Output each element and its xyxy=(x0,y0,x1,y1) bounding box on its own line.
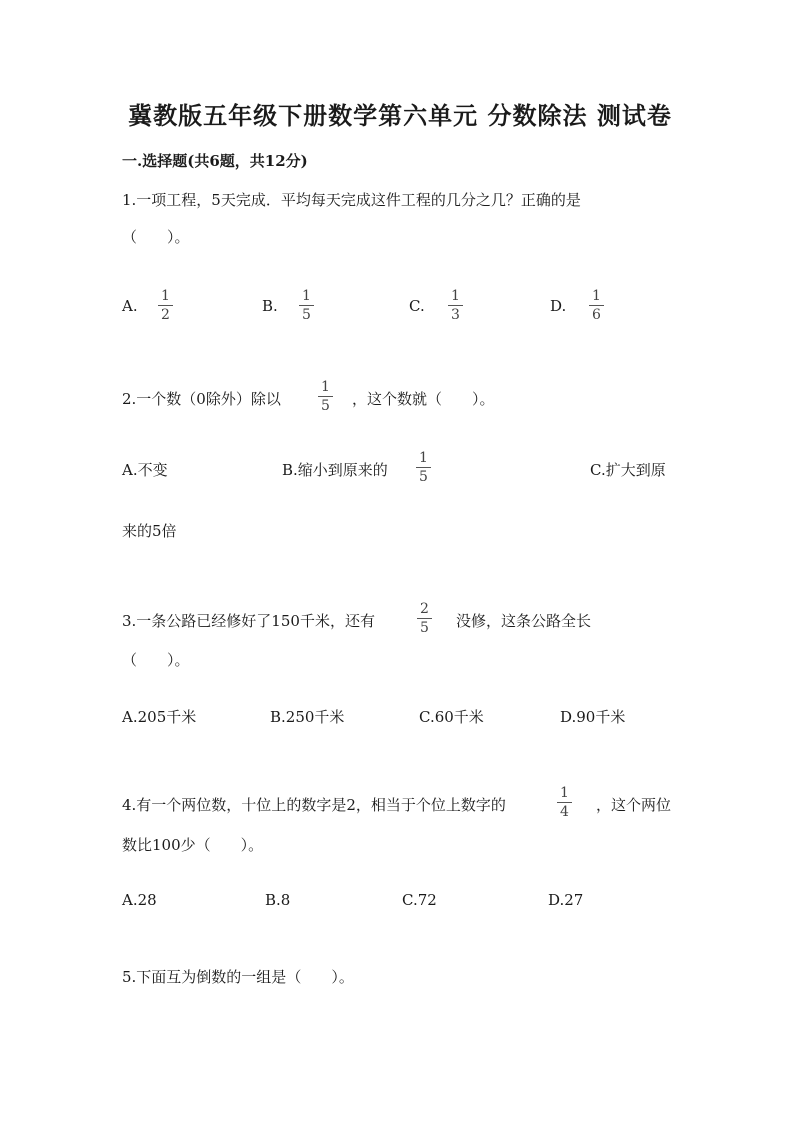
q1-option-d-label: D. xyxy=(550,297,567,315)
question-4-text: 4.有一个两位数，十位上的数字是2，相当于个位上数字的 xyxy=(122,796,506,814)
fraction-denominator: 5 xyxy=(318,396,333,413)
question-1-text: 1.一项工程，5天完成．平均每天完成这件工程的几分之几？正确的是 xyxy=(122,191,581,209)
fraction-denominator: 5 xyxy=(417,618,432,635)
q1-option-c-label: C. xyxy=(409,297,425,315)
question-4-text-cont: ，这个两位 xyxy=(596,796,672,814)
fraction-denominator: 5 xyxy=(299,305,314,322)
fraction-denominator: 2 xyxy=(158,305,173,322)
q2-option-b-fraction xyxy=(416,451,431,484)
q2-option-a: A.不变 xyxy=(122,461,168,479)
q1-option-a-label: A. xyxy=(122,297,138,315)
fraction-numerator: 1 xyxy=(321,379,330,395)
question-4-text-line2: 数比100少（ ）。 xyxy=(122,836,264,854)
q4-option-a: A.28 xyxy=(122,891,157,909)
question-2-fraction xyxy=(318,380,333,413)
q1-option-b-fraction xyxy=(299,289,314,322)
q3-option-b: B.250千米 xyxy=(270,708,345,726)
q4-option-c: C.72 xyxy=(402,891,437,909)
q1-option-b-label: B. xyxy=(262,297,278,315)
question-5-text: 5.下面互为倒数的一组是（ ）。 xyxy=(122,968,354,986)
question-3-blank: （ ）。 xyxy=(122,651,190,669)
section-heading: 一.选择题(共6题，共12分) xyxy=(122,152,308,170)
q3-option-c: C.60千米 xyxy=(419,708,484,726)
fraction-numerator: 1 xyxy=(451,288,460,304)
q2-option-c-cont: 来的5倍 xyxy=(122,522,177,540)
fraction-numerator: 1 xyxy=(161,288,170,304)
fraction-numerator: 2 xyxy=(420,601,429,617)
fraction-denominator: 3 xyxy=(448,305,463,322)
fraction-denominator: 6 xyxy=(589,305,604,322)
page-title: 冀教版五年级下册数学第六单元 分数除法 测试卷 xyxy=(128,101,672,130)
fraction-numerator: 1 xyxy=(560,785,569,801)
question-4-fraction xyxy=(557,786,572,819)
fraction-denominator: 4 xyxy=(557,802,572,819)
q1-option-a-fraction xyxy=(158,289,173,322)
q4-option-d: D.27 xyxy=(548,891,584,909)
question-3-text: 3.一条公路已经修好了150千米，还有 xyxy=(122,612,375,630)
fraction-numerator: 1 xyxy=(592,288,601,304)
question-1-blank: （ ）。 xyxy=(122,228,190,246)
question-3-text-cont: 没修，这条公路全长 xyxy=(456,612,592,630)
q3-option-d: D.90千米 xyxy=(560,708,626,726)
q1-option-d-fraction xyxy=(589,289,604,322)
question-3-fraction xyxy=(417,602,432,635)
q1-option-c-fraction xyxy=(448,289,463,322)
fraction-numerator: 1 xyxy=(419,450,428,466)
q2-option-c: C.扩大到原 xyxy=(590,461,666,479)
fraction-numerator: 1 xyxy=(302,288,311,304)
q2-option-b: B.缩小到原来的 xyxy=(282,461,388,479)
question-2-text: 2.一个数（0除外）除以 xyxy=(122,390,281,408)
q3-option-a: A.205千米 xyxy=(122,708,197,726)
question-2-text-cont: ，这个数就（ ）。 xyxy=(352,390,495,408)
q4-option-b: B.8 xyxy=(265,891,291,909)
fraction-denominator: 5 xyxy=(416,467,431,484)
